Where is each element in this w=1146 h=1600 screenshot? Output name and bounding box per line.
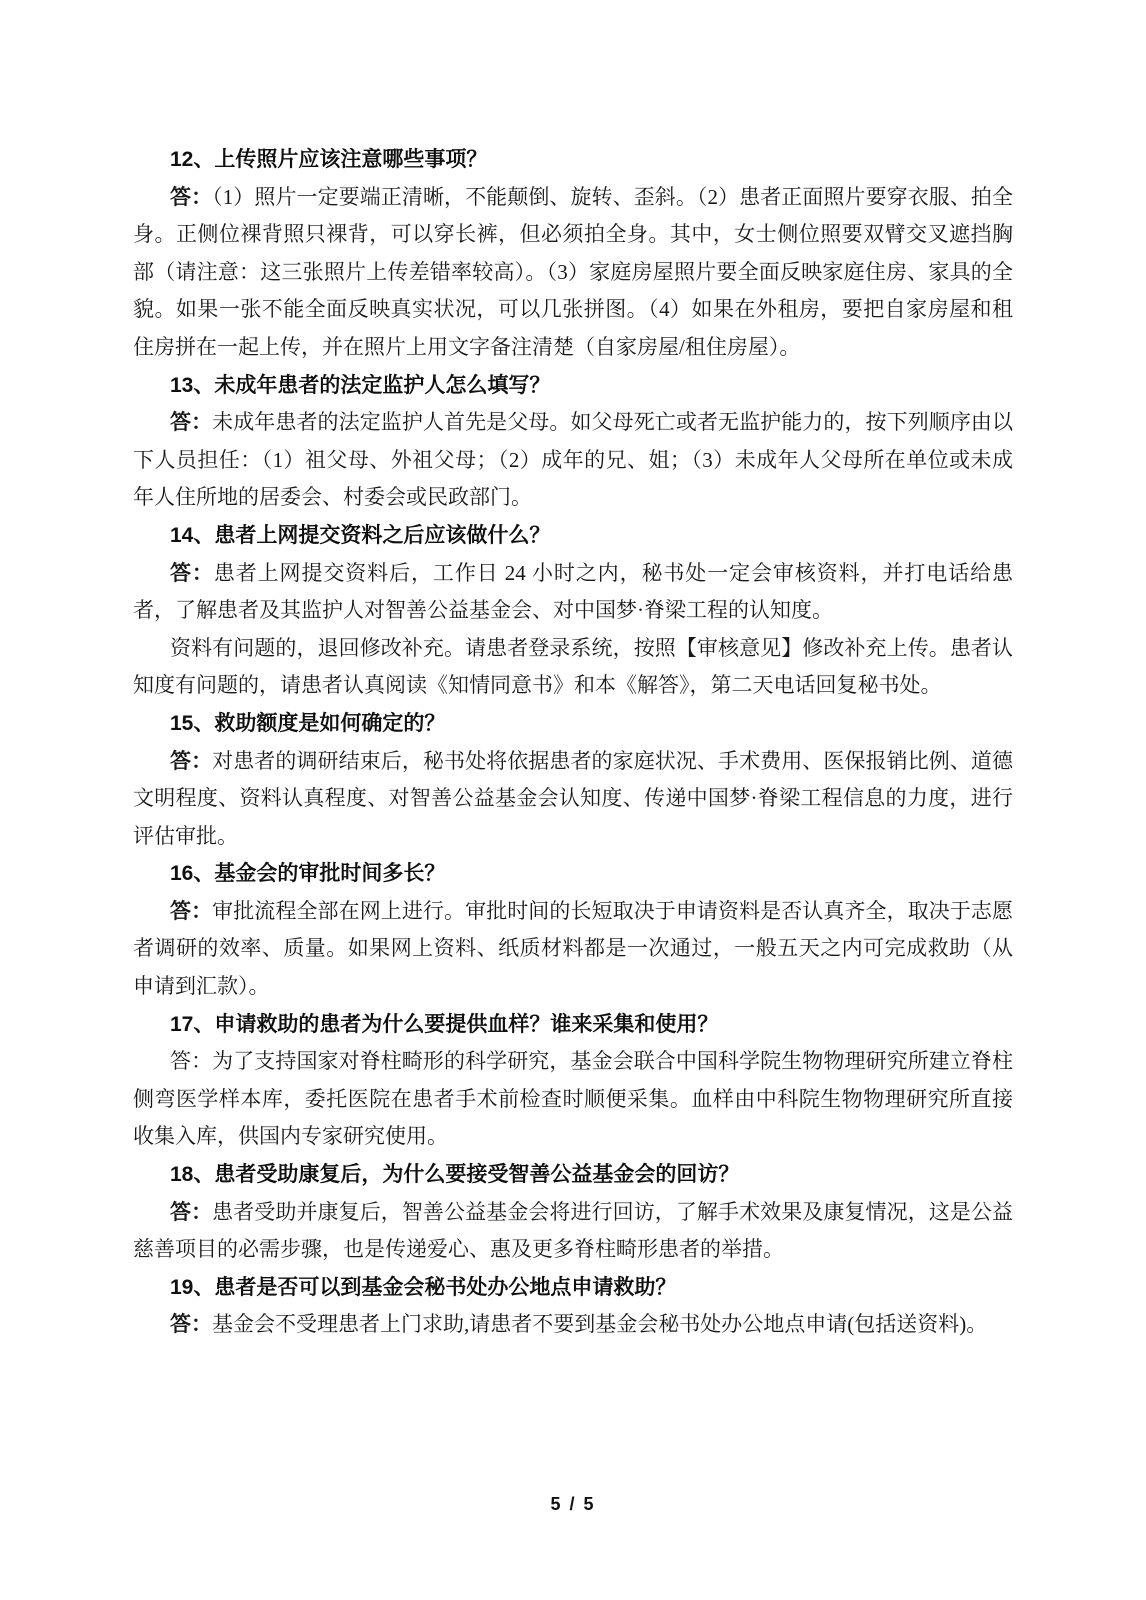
question-heading: 13、未成年患者的法定监护人怎么填写？ bbox=[170, 373, 551, 397]
answer-paragraph bbox=[133, 743, 1013, 856]
answer-label: 答： bbox=[170, 184, 213, 209]
question-heading: 15、救助额度是如何确定的？ bbox=[170, 711, 446, 735]
answer-text: 基金会不受理患者上门求助,请患者不要到基金会秘书处办公地点申请(包括送资料)。 bbox=[212, 1312, 988, 1337]
answer-text: （1）照片一定要端正清晰，不能颠倒、旋转、歪斜。（2）患者正面照片要穿衣服、拍全身。正侧位裸背照只裸背，可以穿长裤，但必须拍全身。其中，女士侧位照要双臂交叉遮挡胸部（请注意：这三张照片上传差错率较高）。（3）家庭房屋照片要全面反映家庭住房、家具的全貌。如果一张不能全面反映真实状况，可以几张拼图。（4）如果在外租房，要把自家房屋和租住房拼在一起上传，并在照片上用文字备注清楚（自家房屋/租住房屋）。 bbox=[133, 184, 1014, 359]
answer-paragraph bbox=[133, 179, 1013, 367]
answer-label: 答： bbox=[170, 1049, 213, 1074]
answer-paragraph bbox=[133, 1306, 1013, 1344]
question-heading: 16、基金会的审批时间多长？ bbox=[170, 862, 446, 886]
answer-paragraph bbox=[133, 404, 1013, 517]
answer-text: 患者受助并康复后，智善公益基金会将进行回访，了解手术效果及康复情况，这是公益慈善项目的必需步骤，也是传递爱心、惠及更多脊柱畸形患者的举措。 bbox=[133, 1199, 1013, 1262]
answer-label: 答： bbox=[170, 1312, 212, 1337]
answer-label: 答： bbox=[170, 1199, 213, 1224]
answer-label: 答： bbox=[170, 898, 213, 923]
answer-text: 审批流程全部在网上进行。审批时间的长短取决于申请资料是否认真齐全，取决于志愿者调研的效率、质量。如果网上资料、纸质材料都是一次通过，一般五天之内可完成救助（从申请到汇款）。 bbox=[133, 898, 1013, 999]
page-number: 5 / 5 bbox=[550, 1494, 596, 1514]
answer-paragraph bbox=[133, 1043, 1013, 1156]
question-heading: 19、患者是否可以到基金会秘书处办公地点申请救助？ bbox=[170, 1275, 677, 1299]
answer-text: 未成年患者的法定监护人首先是父母。如父母死亡或者无监护能力的，按下列顺序由以下人员担任：（1）祖父母、外祖父母；（2）成年的兄、姐；（3）未成年人父母所在单位或未成年人住所地的居委会、村委会或民政部门。 bbox=[133, 410, 1013, 510]
answer-paragraph bbox=[133, 893, 1013, 1006]
answer-label: 答： bbox=[170, 560, 214, 585]
question-heading: 12、上传照片应该注意哪些事项？ bbox=[170, 148, 488, 171]
answer-label: 答： bbox=[170, 748, 213, 773]
question-heading: 17、申请救助的患者为什么要提供血样？谁来采集和使用？ bbox=[170, 1012, 719, 1036]
question-heading: 14、患者上网提交资料之后应该做什么？ bbox=[170, 523, 551, 547]
answer-text: 资料有问题的，退回修改补充。请患者登录系统，按照【审核意见】修改补充上传。患者认知度有问题的，请患者认真阅读《知情同意书》和本《解答》，第二天电话回复秘书处。 bbox=[133, 635, 1013, 698]
answer-text: 患者上网提交资料后，工作日 24 小时之内，秘书处一定会审核资料，并打电话给患者，了解患者及其监护人对智善公益基金会、对中国梦·脊梁工程的认知度。 bbox=[133, 560, 1014, 623]
answer-text: 为了支持国家对脊柱畸形的科学研究，基金会联合中国科学院生物物理研究所建立脊柱侧弯医学样本库，委托医院在患者手术前检查时顺便采集。血样由中科院生物物理研究所直接收集入库，供国内专家研究使用。 bbox=[133, 1049, 1013, 1149]
answer-text: 对患者的调研结束后，秘书处将依据患者的家庭状况、手术费用、医保报销比例、道德文明程度、资料认真程度、对智善公益基金会认知度、传递中国梦·脊梁工程信息的力度，进行评估审批。 bbox=[133, 748, 1013, 848]
answer-paragraph bbox=[133, 630, 1013, 705]
question-heading: 18、患者受助康复后，为什么要接受智善公益基金会的回访？ bbox=[170, 1163, 740, 1187]
answer-paragraph bbox=[133, 555, 1013, 630]
answer-paragraph bbox=[133, 1194, 1013, 1269]
qa-list bbox=[133, 141, 1013, 1344]
answer-label: 答： bbox=[170, 410, 213, 435]
